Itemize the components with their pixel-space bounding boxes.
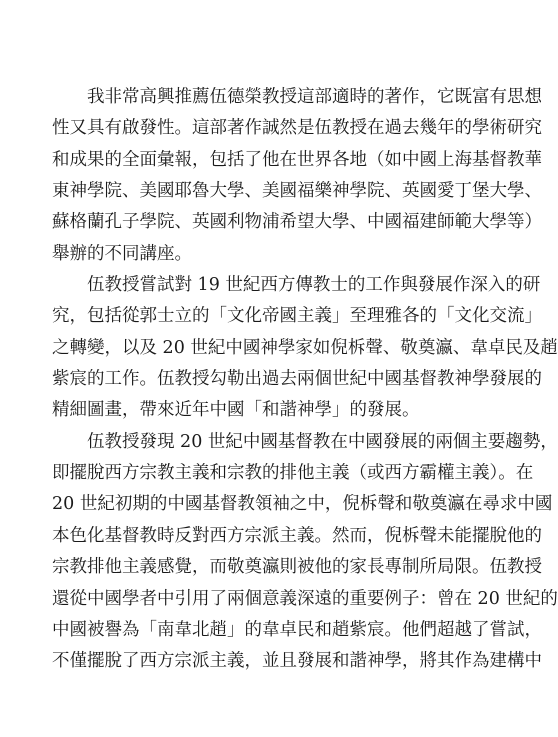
paragraph-3-line-1: 伍教授發現 20 世紀中國基督教在中國發展的兩個主要趨勢， [87, 431, 558, 452]
paragraph-3-line-7: 中國被譽為「南韋北趙」的韋卓民和趙紫宸。他們超越了嘗試， [52, 619, 542, 640]
paragraph-2-line-2: 究，包括從郭士立的「文化帝國主義」至理雅各的「文化交流」 [52, 306, 542, 327]
paragraph-3-line-6: 還從中國學者中引用了兩個意義深遠的重要例子：曾在 20 世紀的 [52, 588, 558, 609]
paragraph-3-line-2: 即擺脫西方宗教主義和宗教的排他主義（或西方霸權主義）。在 [52, 463, 534, 484]
paragraph-1-line-4: 東神學院、美國耶魯大學、美國福樂神學院、英國愛丁堡大學、 [52, 181, 542, 202]
paragraph-2-line-1: 伍教授嘗試對 19 世紀西方傳教士的工作與發展作深入的研 [87, 275, 541, 296]
paragraph-3-line-8: 不僅擺脫了西方宗派主義，並且發展和諧神學，將其作為建構中 [52, 651, 542, 672]
paragraph-3-line-4: 本色化基督教時反對西方宗派主義。然而，倪柝聲未能擺脫他的 [52, 525, 542, 546]
paragraph-3-line-3: 20 世紀初期的中國基督教領袖之中，倪柝聲和敬奠瀛在尋求中國 [52, 494, 553, 515]
paragraph-1-line-6: 舉辦的不同講座。 [52, 243, 192, 264]
paragraph-2-line-5: 精細圖畫，帶來近年中國「和諧神學」的發展。 [52, 400, 420, 421]
paragraph-1-line-3: 和成果的全面彙報，包括了他在世界各地（如中國上海基督教華 [52, 149, 542, 170]
paragraph-3-line-5: 宗教排他主義感覺，而敬奠瀛則被他的家長專制所局限。伍教授 [52, 557, 542, 578]
paragraph-2-line-3: 之轉變，以及 20 世紀中國神學家如倪柝聲、敬奠瀛、韋卓民及趙 [52, 337, 558, 358]
paragraph-1-line-1: 我非常高興推薦伍德榮教授這部適時的著作，它既富有思想 [87, 87, 542, 107]
paragraph-1-line-5: 蘇格蘭孔子學院、英國利物浦希望大學、中國福建師範大學等） [52, 212, 542, 233]
document-body [52, 82, 558, 678]
paragraph-2-line-4: 紫宸的工作。伍教授勾勒出過去兩個世紀中國基督教神學發展的 [52, 369, 542, 390]
paragraph-1-line-2: 性又具有啟發性。這部著作誠然是伍教授在過去幾年的學術研究 [52, 118, 542, 139]
